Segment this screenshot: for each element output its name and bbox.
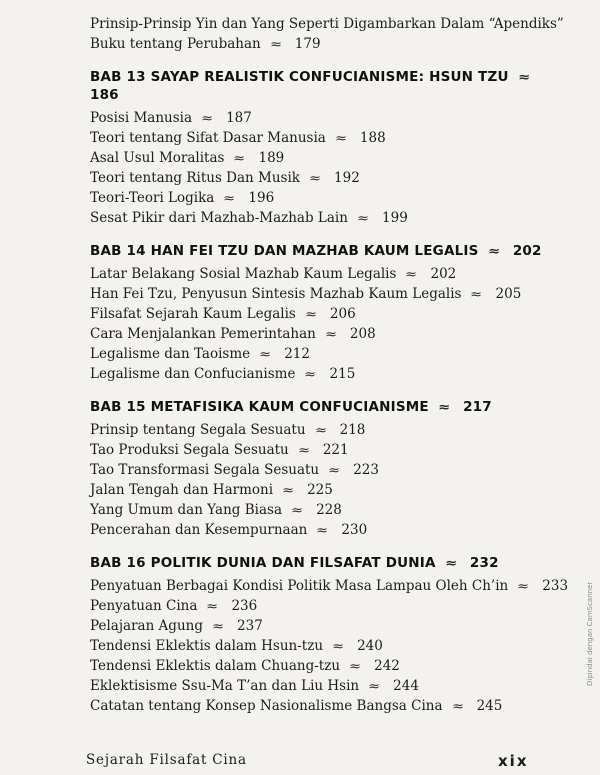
toc-entry	[90, 34, 550, 54]
entry-page: 208	[349, 326, 376, 342]
toc-entry	[90, 188, 550, 208]
ornament-icon: ≈	[470, 287, 483, 301]
ornament-icon: ≈	[517, 70, 530, 84]
entry-title: Pencerahan dan Kesempurnaan	[90, 522, 308, 538]
toc-entry	[90, 440, 550, 460]
chapter-heading	[90, 242, 550, 260]
entry-page: 188	[359, 130, 386, 146]
chapter-section	[90, 554, 569, 716]
entry-page: 236	[231, 598, 258, 614]
ornament-icon: ≈	[308, 171, 322, 185]
ornament-icon: ≈	[437, 400, 451, 414]
entry-title: Yang Umum dan Yang Biasa	[90, 502, 282, 518]
entry-title: Latar Belakang Sosial Mazhab Kaum Legalis	[90, 266, 397, 282]
ornament-icon: ≈	[405, 267, 418, 281]
entry-page: 196	[248, 190, 275, 206]
ornament-icon: ≈	[233, 151, 246, 165]
entry-page: 225	[307, 482, 333, 498]
toc-entry	[90, 656, 550, 676]
entry-title: Buku tentang Perubahan	[90, 36, 261, 52]
entry-title: Eklektisisme Ssu-Ma T’an dan Liu Hsin	[90, 678, 360, 694]
entry-title: Tendensi Eklektis dalam Chuang-tzu	[90, 658, 341, 674]
entry-page: 230	[341, 522, 368, 538]
entry-page: 199	[382, 210, 408, 226]
entry-page: 212	[284, 346, 310, 362]
toc-entry	[90, 596, 550, 616]
chapter-title: BAB 16 POLITIK DUNIA DAN FILSAFAT DUNIA	[90, 555, 436, 571]
ornament-icon: ≈	[328, 463, 341, 477]
entry-page: 228	[316, 502, 342, 518]
toc-entry	[90, 520, 550, 540]
ornament-icon: ≈	[368, 679, 381, 693]
entry-title: Filsafat Sejarah Kaum Legalis	[90, 306, 296, 322]
chapter-section	[90, 242, 550, 384]
ornament-icon: ≈	[487, 244, 500, 258]
chapter-section	[90, 68, 550, 228]
entry-page: 223	[353, 462, 379, 478]
ornament-icon: ≈	[201, 111, 214, 125]
entry-title: Penyatuan Cina	[90, 598, 198, 614]
chapter-page: 186	[90, 87, 119, 103]
ornament-icon: ≈	[282, 483, 295, 497]
ornament-icon: ≈	[444, 556, 457, 570]
entry-page: 237	[237, 618, 263, 634]
entry-title: Cara Menjalankan Pemerintahan	[90, 326, 316, 342]
table-of-contents	[90, 14, 569, 716]
toc-entry	[90, 616, 550, 636]
ornament-icon: ≈	[517, 579, 530, 593]
entry-page: 215	[329, 366, 356, 382]
ornament-icon: ≈	[304, 367, 317, 381]
ornament-icon: ≈	[304, 307, 317, 321]
toc-entry	[90, 480, 550, 500]
ornament-icon: ≈	[334, 131, 347, 145]
entry-title: Legalisme dan Taoisme	[90, 346, 251, 362]
chapter-heading	[90, 398, 550, 416]
entry-page: 233	[542, 578, 569, 594]
entry-title: Tao Transformasi Segala Sesuatu	[90, 462, 320, 478]
chapter-title: BAB 13 SAYAP REALISTIK CONFUCIANISME: HSUN TZU	[90, 69, 509, 85]
toc-entry	[90, 14, 564, 34]
toc-entry	[90, 696, 550, 716]
toc-entry	[90, 676, 550, 696]
ornament-icon: ≈	[316, 523, 329, 537]
toc-entry	[90, 168, 550, 188]
toc-entry	[90, 304, 550, 324]
ornament-icon: ≈	[314, 423, 327, 437]
chapter-page: 217	[463, 399, 492, 415]
ornament-icon: ≈	[290, 503, 304, 517]
toc-entry	[90, 420, 550, 440]
entry-page: 187	[226, 110, 252, 126]
toc-entry	[90, 460, 550, 480]
chapter-page: 232	[469, 555, 499, 571]
entry-page: 192	[334, 170, 360, 186]
page-number: xix	[498, 752, 529, 770]
entry-title: Legalisme dan Confucianisme	[90, 366, 296, 382]
entry-page: 218	[339, 422, 366, 438]
entry-title: Tao Produksi Segala Sesuatu	[90, 442, 289, 458]
chapter-title: BAB 14 HAN FEI TZU DAN MAZHAB KAUM LEGALIS	[90, 243, 479, 259]
ornament-icon: ≈	[269, 37, 282, 51]
toc-entry	[90, 364, 550, 384]
ornament-icon: ≈	[332, 639, 345, 653]
entry-page: 202	[430, 266, 457, 282]
chapter-heading	[90, 68, 550, 104]
chapter-section	[90, 398, 550, 540]
entry-page: 189	[258, 150, 285, 166]
entry-title: Catatan tentang Konsep Nasionalisme Bangsa Cina	[90, 698, 443, 714]
entry-title: Penyatuan Berbagai Kondisi Politik Masa Lampau Oleh Ch’in	[90, 578, 509, 594]
chapter-title: BAB 15 METAFISIKA KAUM CONFUCIANISME	[90, 399, 429, 415]
ornament-icon: ≈	[259, 347, 272, 361]
entry-title: Prinsip-Prinsip Yin dan Yang Seperti Digambarkan Dalam “Apendiks”	[90, 16, 564, 32]
entry-title: Teori tentang Ritus Dan Musik	[90, 170, 300, 186]
toc-entry	[90, 284, 550, 304]
entry-page: 240	[357, 638, 383, 654]
toc-entry	[90, 264, 550, 284]
chapter-heading	[90, 554, 550, 572]
chapter-page: 202	[512, 243, 542, 259]
toc-entry	[90, 636, 550, 656]
ornament-icon: ≈	[356, 211, 370, 225]
entry-page: 245	[476, 698, 503, 714]
entry-page: 221	[322, 442, 349, 458]
entry-title: Jalan Tengah dan Harmoni	[90, 482, 274, 498]
ornament-icon: ≈	[206, 599, 219, 613]
ornament-icon: ≈	[297, 443, 310, 457]
ornament-icon: ≈	[349, 659, 362, 673]
entry-title: Pelajaran Agung	[90, 618, 203, 634]
running-footer-title: Sejarah Filsafat Cina	[86, 752, 247, 768]
toc-entry	[90, 208, 550, 228]
toc-entry	[90, 128, 550, 148]
entry-title: Tendensi Eklektis dalam Hsun-tzu	[90, 638, 324, 654]
toc-entry	[90, 324, 550, 344]
entry-page: 244	[393, 678, 419, 694]
ornament-icon: ≈	[211, 619, 225, 633]
scanner-watermark: Dipindai dengan CamScanner	[586, 581, 594, 686]
entry-page: 179	[294, 36, 321, 52]
toc-entry	[90, 500, 550, 520]
entry-title: Asal Usul Moralitas	[90, 150, 225, 166]
ornament-icon: ≈	[324, 327, 337, 341]
entry-page: 242	[374, 658, 400, 674]
ornament-icon: ≈	[223, 191, 236, 205]
entry-title: Han Fei Tzu, Penyusun Sintesis Mazhab Kaum Legalis	[90, 286, 462, 302]
entry-page: 206	[329, 306, 356, 322]
toc-entry	[90, 576, 569, 596]
entry-title: Teori tentang Sifat Dasar Manusia	[90, 130, 326, 146]
entry-title: Teori-Teori Logika	[90, 190, 215, 206]
entry-title: Posisi Manusia	[90, 110, 193, 126]
ornament-icon: ≈	[451, 699, 464, 713]
toc-entry	[90, 344, 550, 364]
entry-title: Prinsip tentang Segala Sesuatu	[90, 422, 306, 438]
toc-entry	[90, 108, 550, 128]
entry-page: 205	[495, 286, 522, 302]
entry-title: Sesat Pikir dari Mazhab-Mazhab Lain	[90, 210, 348, 226]
toc-entry	[90, 148, 550, 168]
